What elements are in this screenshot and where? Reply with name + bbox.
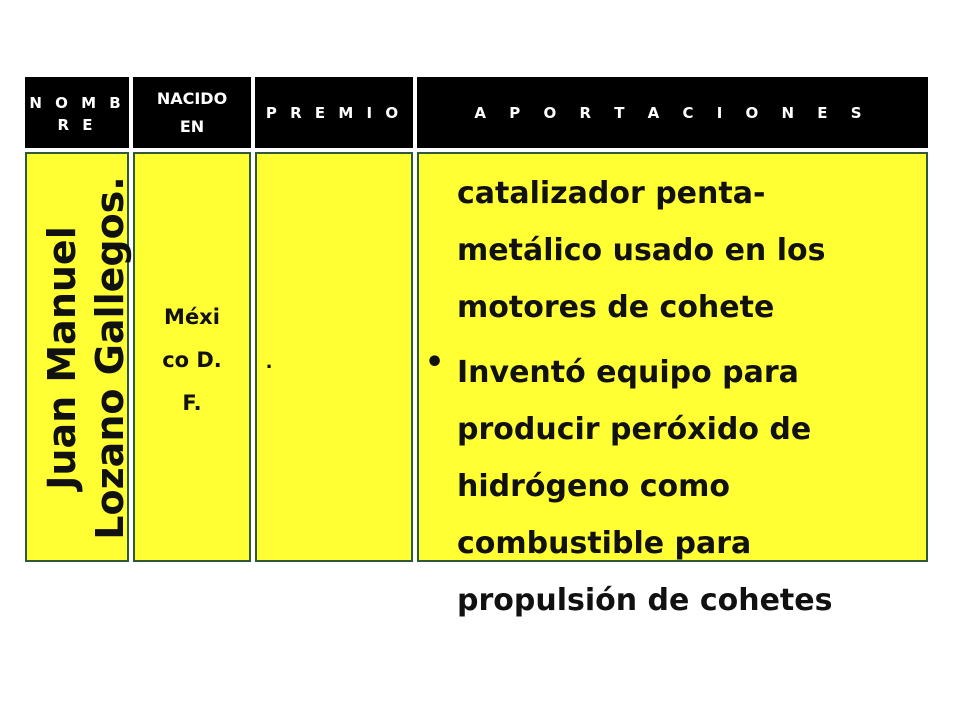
header-nacido-en	[133, 77, 251, 148]
header-nombre	[25, 77, 129, 148]
birthplace	[133, 296, 251, 425]
aport-continuation-line: catalizador penta-	[457, 176, 766, 211]
aport-bullet-line: combustible para	[457, 526, 752, 561]
bullet-icon: •	[425, 345, 445, 380]
premio-value: .	[265, 352, 273, 373]
header-aportaciones-label: A P O R T A C I O N E S	[474, 103, 871, 122]
header-nombre-line2: R E	[57, 115, 97, 134]
header-nacido-line2: EN	[179, 116, 205, 136]
header-nacido-line1: NACIDO	[156, 88, 228, 108]
person-name-line2: Lozano Gallegos.	[88, 176, 132, 540]
aport-continuation-line: motores de cohete	[457, 290, 775, 325]
aportaciones-text	[457, 165, 937, 629]
aport-bullet-line: hidrógeno como	[457, 469, 731, 504]
birthplace-line2: co D.	[162, 348, 222, 372]
aport-bullet-line: propulsión de cohetes	[457, 583, 833, 618]
aport-bullet-line: producir peróxido de	[457, 412, 812, 447]
person-name	[38, 176, 134, 540]
header-aportaciones	[417, 77, 928, 148]
person-name-line1: Juan Manuel	[40, 226, 84, 490]
header-nombre-line1: N O M B	[29, 93, 125, 112]
birthplace-line3: F.	[182, 391, 202, 415]
aport-continuation-line: metálico usado en los	[457, 233, 826, 268]
header-premio-label: P R E M I O	[265, 103, 403, 122]
header-premio	[255, 77, 413, 148]
birthplace-line1: Méxi	[164, 305, 220, 329]
aport-bullet-line: Inventó equipo para	[457, 355, 799, 390]
